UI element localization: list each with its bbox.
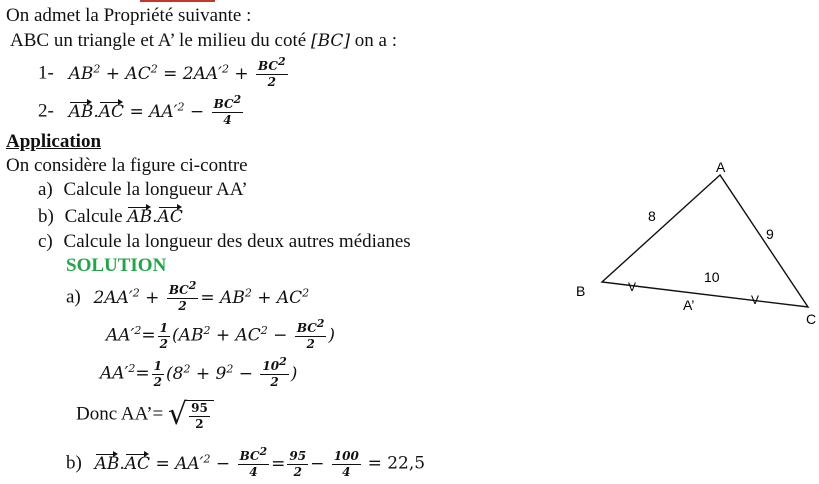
side-bc-length: 10 xyxy=(704,269,720,285)
intro-line-1: On admet la Propriété suivante : xyxy=(6,5,252,26)
vertex-b-label: B xyxy=(576,283,586,299)
side-ab-length: 8 xyxy=(648,208,656,224)
side-ac-length: 9 xyxy=(766,226,774,242)
tick-mark-right: V xyxy=(751,293,760,307)
vertex-c-label: C xyxy=(806,311,817,327)
application-item-c xyxy=(38,232,411,251)
item-b-label: b) xyxy=(38,206,54,227)
solution-a-label: a) xyxy=(66,286,81,308)
intro-line-2-text: ABC un triangle et A’ le milieu du coté xyxy=(10,30,307,51)
vertex-a-label: A xyxy=(716,159,726,175)
solution-b: b) $AB.AC = AA'^2$ − $\frac{BC^2}{4}$ = $\frac{95}{2}$ − $\frac{100}{4}$ = 22,5 xyxy=(66,445,426,479)
solution-a-line-2: $AA'^2=$ $\frac{1}{2}$ ($AB^2 + AC^2$ − $\frac{BC^2}{2}$ ) xyxy=(106,317,336,351)
application-item-a xyxy=(38,180,248,199)
fraction-bc2-over-4: $\frac{BC^2}{4}$ xyxy=(213,93,242,127)
triangle-figure xyxy=(560,150,819,340)
property-1 xyxy=(38,55,290,89)
property-1-number: 1- xyxy=(38,62,54,84)
segment-bc: [BC] xyxy=(310,31,351,51)
application-intro: On considère la figure ci-contre xyxy=(6,155,248,176)
application-item-b xyxy=(38,206,183,226)
solution-b-label: b) xyxy=(66,452,82,474)
sqrt-95-over-2: √ $\frac{95}{2}$ xyxy=(168,400,214,430)
solution-title: SOLUTION xyxy=(66,255,167,276)
intro-line-2-end: on a : xyxy=(354,30,398,51)
item-b-vectors: AB.AC xyxy=(127,207,183,227)
item-c-label: c) xyxy=(38,231,53,252)
midpoint-label: A’ xyxy=(683,297,695,313)
donc-text: Donc AA’= xyxy=(76,403,164,425)
tick-mark-left: V xyxy=(628,280,637,294)
fraction-bc2-over-2: $\frac{BC^2}{2}$ xyxy=(258,55,286,89)
property-1-formula: $AB^2 + AC^2 = 2AA'^2$ + $\frac{BC^2}{2}$ xyxy=(68,55,286,89)
item-b-text: Calcule xyxy=(64,206,123,227)
solution-a-donc xyxy=(76,397,214,433)
application-title: Application xyxy=(6,131,102,152)
solution-b-result: = 22,5 xyxy=(367,453,426,474)
property-2-number: 2- xyxy=(38,100,54,122)
property-2 xyxy=(38,93,245,127)
intro-line-2 xyxy=(10,31,397,50)
item-c-text: Calcule la longueur des deux autres médianes xyxy=(63,231,411,252)
item-a-label: a) xyxy=(38,179,53,200)
solution-a-line-1: a) $2AA'^2$ + $\frac{BC^2}{2}$ = $AB^2 + AC^2$ xyxy=(66,279,310,313)
top-accent-line xyxy=(140,0,215,2)
solution-a-line-3: $AA'^2=$ $\frac{1}{2}$ ($8^2 + 9^2$ − $\frac{10^2}{2}$ ) xyxy=(100,355,298,389)
property-2-formula: $AB.AC = AA'^2$ − $\frac{BC^2}{4}$ xyxy=(68,93,242,127)
item-a-text: Calcule la longueur AA’ xyxy=(63,179,248,200)
